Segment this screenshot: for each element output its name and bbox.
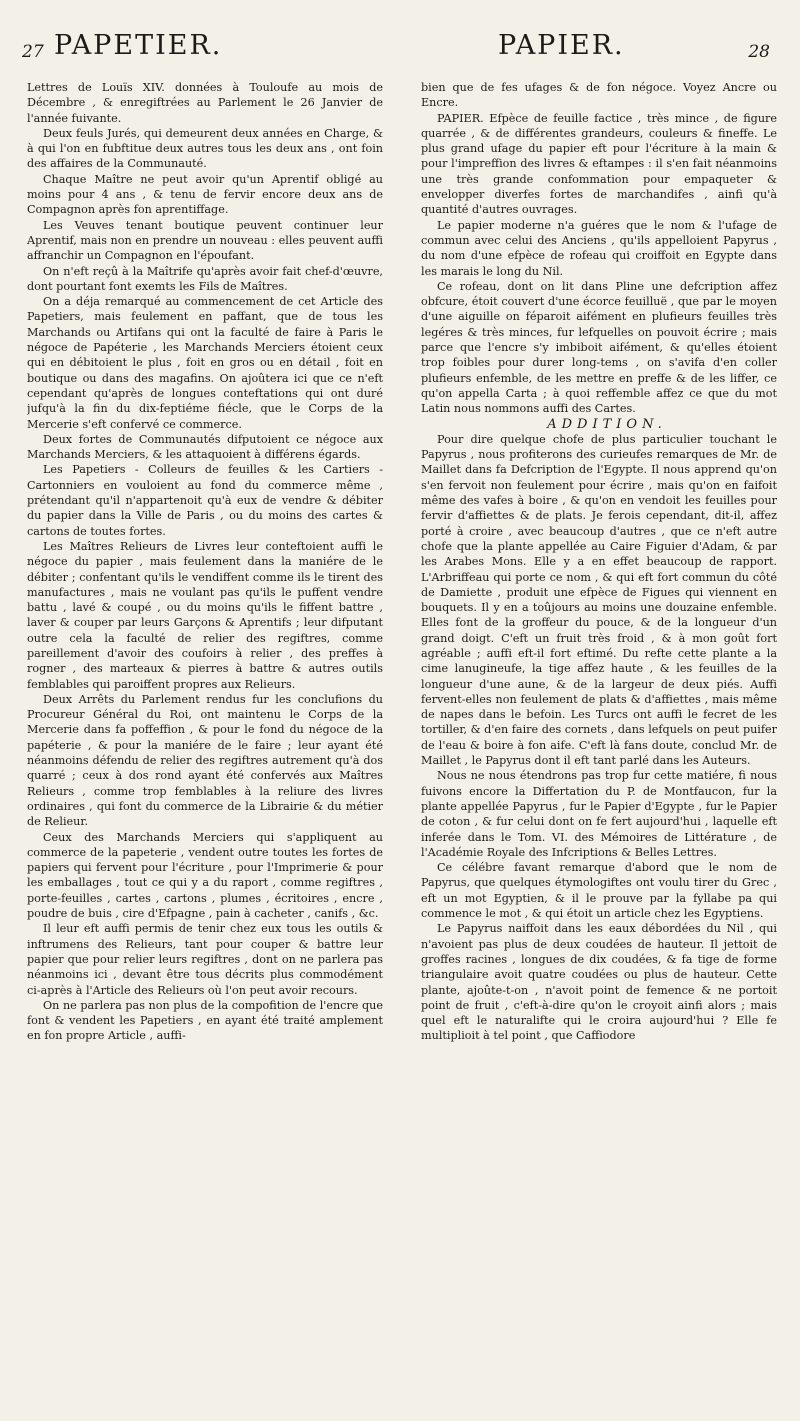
left-running-head: PAPETIER. <box>54 30 223 61</box>
paragraph: Deux fortes de Communautés difputoient ce négoce aux Marchands Merciers, & les attaquoient à différens égards. <box>27 432 383 462</box>
paragraph: Deux Arrêts du Parlement rendus fur les conclufions du Procureur Général du Roi, ont maintenu le Corps de la Mercerie dans fa poffeffion , & pour le fond du négoce de la papéterie , & pour la maniére de le faire ; leur ayant été néanmoins défendu de relier des regiftres autrement qu'à dos quarré ; ceux à dos rond ayant été confervés aux Maîtres Relieurs , comme trop femblables à la reliure des livres ordinaires , qui font du commerce de la Librairie & du métier de Relieur. <box>27 692 383 829</box>
paragraph: Les Papetiers - Colleurs de feuilles & les Cartiers - Cartonniers en vouloient au fond du commerce même , prétendant qu'il n'appartenoit qu'à eux de vendre & débiter du papier dans la Ville de Paris , ou du moins des cartes & cartons de toutes fortes. <box>27 463 383 538</box>
running-header <box>22 30 770 66</box>
paragraph: Les Maîtres Relieurs de Livres leur conteftoient auffi le négoce du papier , mais feulement dans la maniére de le débiter ; confentant qu'ils le vendiffent comme ils le tirent des manufactures , mais ne voulant pas qu'ils le puffent vendre battu , lavé & coupé , ou du moins qu'ils le fiffent battre , laver & couper par leurs Garçons & Aprentifs ; leur difputant outre cela la faculté de relier des regiftres, comme pareillement d'avoir des coufoirs à relier , des preffes à rogner , des marteaux & pierres à battre & autres outils femblables qui paroiffent propres aux Relieurs. <box>27 539 383 691</box>
paragraph: Les Veuves tenant boutique peuvent continuer leur Aprentif, mais non en prendre un nouveau : elles peuvent auffi affranchir un Compagnon en l'époufant. <box>27 218 383 263</box>
continuation-paragraph: bien que de fes ufages & de fon négoce. Voyez Ancre ou Encre. <box>421 81 777 110</box>
paragraph: Le Papyrus naiffoit dans les eaux débordées du Nil , qui n'avoient pas plus de deux coudées de hauteur. Il jettoit de groffes racines , longues de dix coudées, & fa tige de forme triangulaire avoit quatre coudées ou plus de hauteur. Cette plante, ajoûte-t-on , n'avoit point de femence & ne portoit point de fruit , c'eft-à-dire qu'on le croyoit ainfi alors ; mais quel eft le naturalifte qui le croira aujourd'hui ? Elle fe multiplioit à tel point , que Caffiodore <box>421 922 777 1043</box>
paragraph: Chaque Maître ne peut avoir qu'un Aprentif obligé au moins pour 4 ans , & tenu de fervir encore deux ans de Compagnon après fon aprentiffage. <box>27 172 383 217</box>
paragraph: Deux feuls Jurés, qui demeurent deux années en Charge, & à qui l'on en fubftitue deux autres tous les deux ans , ont foin des affaires de la Communauté. <box>27 126 383 171</box>
paragraph: Nous ne nous étendrons pas trop fur cette matiére, fi nous fuivons encore la Differtation du P. de Montfaucon, fur la plante appellée Papyrus , fur le Papier d'Egypte , fur le Papier de coton , & fur celui dont on fe fert aujourd'hui , laquelle eft inferée dans le Tom. VI. des Mémoires de Littérature , de l'Académie Royale des Infcriptions & Belles Lettres. <box>421 769 777 859</box>
paragraph: Il leur eft auffi permis de tenir chez eux tous les outils & inftrumens des Relieurs, tant pour couper & battre leur papier que pour relier leurs regiftres , dont on ne parlera pas néanmoins ici , devant être tous décrits plus commodément ci-après à l'Article des Relieurs où l'on peut avoir recours. <box>27 922 383 997</box>
right-page-number: 28 <box>748 42 770 62</box>
paragraph: Ceux des Marchands Merciers qui s'appliquent au commerce de la papeterie , vendent outre toutes les fortes de papiers qui fervent pour l'écriture , pour l'Imprimerie & pour les emballages , tout ce qui y a du raport , comme regiftres , porte-feuilles , cartes , cartons , plumes , écritoires , encre , poudre de buis , cire d'Efpagne , pain à cacheter , canifs , &c. <box>27 830 383 921</box>
right-running-head: PAPIER. <box>498 30 625 61</box>
left-page-number: 27 <box>22 42 44 62</box>
addition-heading: ADDITION. <box>547 416 667 432</box>
paragraph: Lettres de Louïs XIV. données à Touloufe au mois de Décembre , & enregiftrées au Parlement le 26 Janvier de l'année fuivante. <box>27 81 383 125</box>
paragraph: Le papier moderne n'a guéres que le nom & l'ufage de commun avec celui des Anciens , qu'ils appelloient Papyrus , du nom d'une efpèce de rofeau qui croiffoit en Egypte dans les marais le long du Nil. <box>421 218 777 278</box>
entry-papier: PAPIER. Efpèce de feuille factice , très mince , de figure quarrée , & de différentes grandeurs, couleurs & fineffe. Le plus grand ufage du papier eft pour l'écriture à la main & pour l'impreffion des livres & eftampes : il s'en fait néanmoins une très grande confommation pour empaqueter & envelopper diverfes fortes de marchandifes , ainfi qu'à quantité d'autres ouvrages. <box>421 111 777 217</box>
paragraph: Pour dire quelque chofe de plus particulier touchant le Papyrus , nous profiterons des curieufes remarques de Mr. de Maillet dans fa Defcription de l'Egypte. Il nous apprend qu'on s'en fervoit non feulement pour écrire , mais qu'on en faifoit même des vafes à boire , & qu'on en vendoit les feuilles pour fervir d'affiettes & de plats. Je ferois cependant, dit-il, affez porté à croire , avec beaucoup d'autres , que ce n'eft autre chofe que la plante appellée au Caire Figuier d'Adam, & par les Arabes Mons. Elle y a en effet beaucoup de rapport. L'Arbriffeau qui porte ce nom , & qui eft fort commun du côté de Damiette , produit une efpèce de Figues qui viennent en bouquets. Il y en a toûjours au moins une douzaine enfemble. Elles font de la groffeur du pouce, & de la longueur d'un grand doigt. C'eft un fruit très froid , & à mon goût fort agréable ; auffi eft-il fort eftimé. Du refte cette plante a la cime lanugineufe, la tige affez haute , & les feuilles de la longueur d'une aune, & de la largeur de deux piés. Auffi fervent-elles non feulement de plats & d'affiettes , mais même de napes dans le befoin. Les Turcs ont auffi le fecret de les tortiller, & d'en faire des cornets , dans lefquels on peut puifer de l'eau & boire à fon aife. C'eft là fans doute, conclud Mr. de Maillet , le Papyrus dont il eft tant parlé dans les Auteurs. <box>421 432 777 768</box>
left-column <box>27 80 383 1408</box>
right-column <box>421 80 777 1408</box>
paragraph: On n'eft reçû à la Maîtrife qu'après avoir fait chef-d'œuvre, dont pourtant font exemts les Fils de Maîtres. <box>27 264 383 293</box>
paragraph: On ne parlera pas non plus de la compofition de l'encre que font & vendent les Papetiers , en ayant été traité amplement en fon propre Article , auffi- <box>27 998 383 1043</box>
paragraph: On a déja remarqué au commencement de cet Article des Papetiers, mais feulement en paffant, que de tous les Marchands ou Artifans qui ont la faculté de faire à Paris le négoce de Papéterie , les Marchands Merciers étoient ceux qui en débitoient le plus , foit en gros ou en détail , foit en boutique ou dans des magafins. On ajoûtera ici que ce n'eft cependant qu'après de longues conteftations qui ont duré jufqu'à la fin du dix-feptiéme fiécle, que le Corps de la Mercerie s'eft confervé ce commerce. <box>27 295 383 431</box>
paragraph: Ce rofeau, dont on lit dans Pline une defcription affez obfcure, étoit couvert d'une écorce feuilluë , que par le moyen d'une aiguille on féparoit aifément en plufieurs feuilles très legéres & très minces, fur lefquelles on pouvoit écrire ; mais parce que l'encre s'y imbiboit aifément, & qu'elles étoient trop foibles pour durer long-tems , on s'avifa d'en coller plufieurs enfemble, de les mettre en preffe & de les liffer, ce qu'on appella Carta ; à quoi reffemble affez ce que du mot Latin nous nommons auffi des Cartes. <box>421 279 777 416</box>
paragraph: Ce célébre favant remarque d'abord que le nom de Papyrus, que quelques étymologiftes ont voulu tirer du Grec , eft un mot Egyptien, & il le prouve par la fyllabe pa qui commence le mot , & qui étoit un article chez les Egyptiens. <box>421 861 777 921</box>
